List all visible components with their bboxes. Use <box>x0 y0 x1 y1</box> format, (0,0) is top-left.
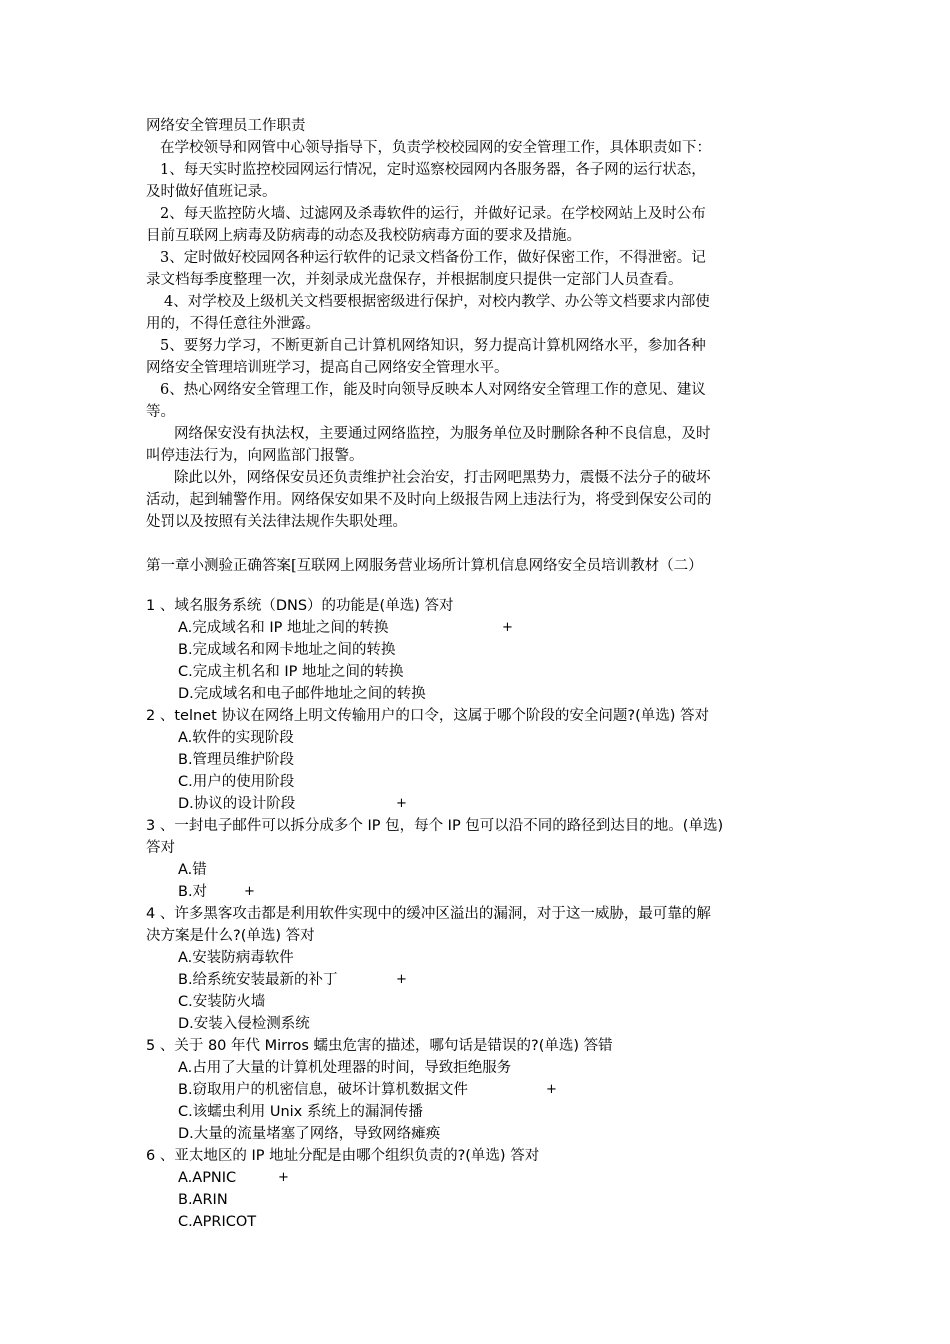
para2-line-2: 活动，起到辅警作用。网络保安如果不及时向上级报告网上违法行为，将受到保安公司的 <box>146 492 712 508</box>
duty-2-line-1: 2、每天监控防火墙、过滤网及杀毒软件的运行，并做好记录。在学校网站上及时公布 <box>160 206 706 222</box>
question-6: 6 、亚太地区的 IP 地址分配是由哪个组织负责的?(单选) 答对 <box>146 1148 540 1164</box>
correct-mark: + <box>244 884 255 899</box>
q4-option-b-text: B.给系统安装最新的补丁 <box>178 972 338 988</box>
question-3: 3 、一封电子邮件可以拆分成多个 IP 包，每个 IP 包可以沿不同的路径到达目的地。(单选) <box>146 818 724 834</box>
q1-option-c: C.完成主机名和 IP 地址之间的转换 <box>178 664 404 680</box>
q2-option-b: B.管理员维护阶段 <box>178 752 295 768</box>
question-4-line-2: 决方案是什么?(单选) 答对 <box>146 928 315 944</box>
question-4: 4 、许多黑客攻击都是利用软件实现中的缓冲区溢出的漏洞，对于这一威胁，最可靠的解 <box>146 906 711 922</box>
correct-mark: + <box>502 620 513 635</box>
question-5: 5 、关于 80 年代 Mirros 蠕虫危害的描述，哪句话是错误的?(单选) 答错 <box>146 1038 613 1054</box>
q1-option-d: D.完成域名和电子邮件地址之间的转换 <box>178 686 426 702</box>
q1-option-a-text: A.完成域名和 IP 地址之间的转换 <box>178 620 389 636</box>
q2-option-a: A.软件的实现阶段 <box>178 730 294 746</box>
question-3-line-2: 答对 <box>146 840 175 856</box>
correct-mark: + <box>546 1082 557 1097</box>
para2-line-1: 除此以外，网络保安员还负责维护社会治安，打击网吧黑势力，震慑不法分子的破坏 <box>174 470 711 486</box>
para1-line-2: 叫停违法行为，向网监部门报警。 <box>146 448 364 464</box>
intro-paragraph: 在学校领导和网管中心领导指导下，负责学校校园网的安全管理工作，具体职责如下： <box>160 140 711 156</box>
duty-3-line-1: 3、定时做好校园网各种运行软件的记录文档备份工作，做好保密工作，不得泄密。记 <box>160 250 706 266</box>
duty-6-line-2: 等。 <box>146 404 175 420</box>
q3-option-a: A.错 <box>178 862 207 878</box>
duty-2-line-2: 目前互联网上病毒及防病毒的动态及我校防病毒方面的要求及措施。 <box>146 228 581 244</box>
duty-4-line-1: 4、对学校及上级机关文档要根据密级进行保护，对校内教学、办公等文档要求内部使 <box>164 294 710 310</box>
q2-option-d-text: D.协议的设计阶段 <box>178 796 296 812</box>
q5-option-c: C.该蠕虫利用 Unix 系统上的漏洞传播 <box>178 1104 423 1120</box>
doc-title: 网络安全管理员工作职责 <box>146 118 306 134</box>
q2-option-c: C.用户的使用阶段 <box>178 774 295 790</box>
q4-option-b <box>146 969 806 991</box>
q5-option-b-text: B.窃取用户的机密信息，破坏计算机数据文件 <box>178 1082 469 1098</box>
question-2: 2 、telnet 协议在网络上明文传输用户的口令，这属于哪个阶段的安全问题?(单选) 答对 <box>146 708 709 724</box>
duty-4-line-2: 用的，不得任意往外泄露。 <box>146 316 320 332</box>
correct-mark: + <box>396 972 407 987</box>
q3-option-b-text: B.对 <box>178 884 208 900</box>
correct-mark: + <box>396 796 407 811</box>
para1-line-1: 网络保安没有执法权，主要通过网络监控，为服务单位及时删除各种不良信息，及时 <box>174 426 711 442</box>
para2-line-3: 处罚以及按照有关法律法规作失职处理。 <box>146 514 407 530</box>
q5-option-a: A.占用了大量的计算机处理器的时间，导致拒绝服务 <box>178 1060 512 1076</box>
q6-option-a-text: A.APNIC <box>178 1170 237 1186</box>
q5-option-d: D.大量的流量堵塞了网络，导致网络瘫痪 <box>178 1126 441 1142</box>
document-page <box>146 115 806 1233</box>
duty-1-line-1: 1、每天实时监控校园网运行情况，定时巡察校园网内各服务器，各子网的运行状态， <box>160 162 706 178</box>
chapter-heading: 第一章小测验正确答案[互联网上网服务营业场所计算机信息网络安全员培训教材（二） <box>146 558 703 574</box>
q4-option-a: A.安装防病毒软件 <box>178 950 294 966</box>
q1-option-b: B.完成域名和网卡地址之间的转换 <box>178 642 396 658</box>
q4-option-c: C.安装防火墙 <box>178 994 266 1010</box>
q6-option-b: B.ARIN <box>178 1192 228 1208</box>
duty-5-line-2: 网络安全管理培训班学习，提高自己网络安全管理水平。 <box>146 360 509 376</box>
duty-1-line-2: 及时做好值班记录。 <box>146 184 277 200</box>
quiz-section <box>146 595 806 1233</box>
correct-mark: + <box>278 1170 289 1185</box>
q6-option-c: C.APRICOT <box>178 1214 257 1230</box>
q1-option-a <box>146 617 806 639</box>
q6-option-a <box>146 1167 806 1189</box>
q2-option-d <box>146 793 806 815</box>
duty-3-line-2: 录文档每季度整理一次，并刻录成光盘保存，并根据制度只提供一定部门人员查看。 <box>146 272 683 288</box>
q5-option-b <box>146 1079 806 1101</box>
q4-option-d: D.安装入侵检测系统 <box>178 1016 310 1032</box>
duty-5-line-1: 5、要努力学习，不断更新自己计算机网络知识，努力提高计算机网络水平，参加各种 <box>160 338 706 354</box>
question-1: 1 、域名服务系统（DNS）的功能是(单选) 答对 <box>146 598 454 614</box>
duty-6-line-1: 6、热心网络安全管理工作，能及时向领导反映本人对网络安全管理工作的意见、建议 <box>160 382 706 398</box>
q3-option-b <box>146 881 806 903</box>
